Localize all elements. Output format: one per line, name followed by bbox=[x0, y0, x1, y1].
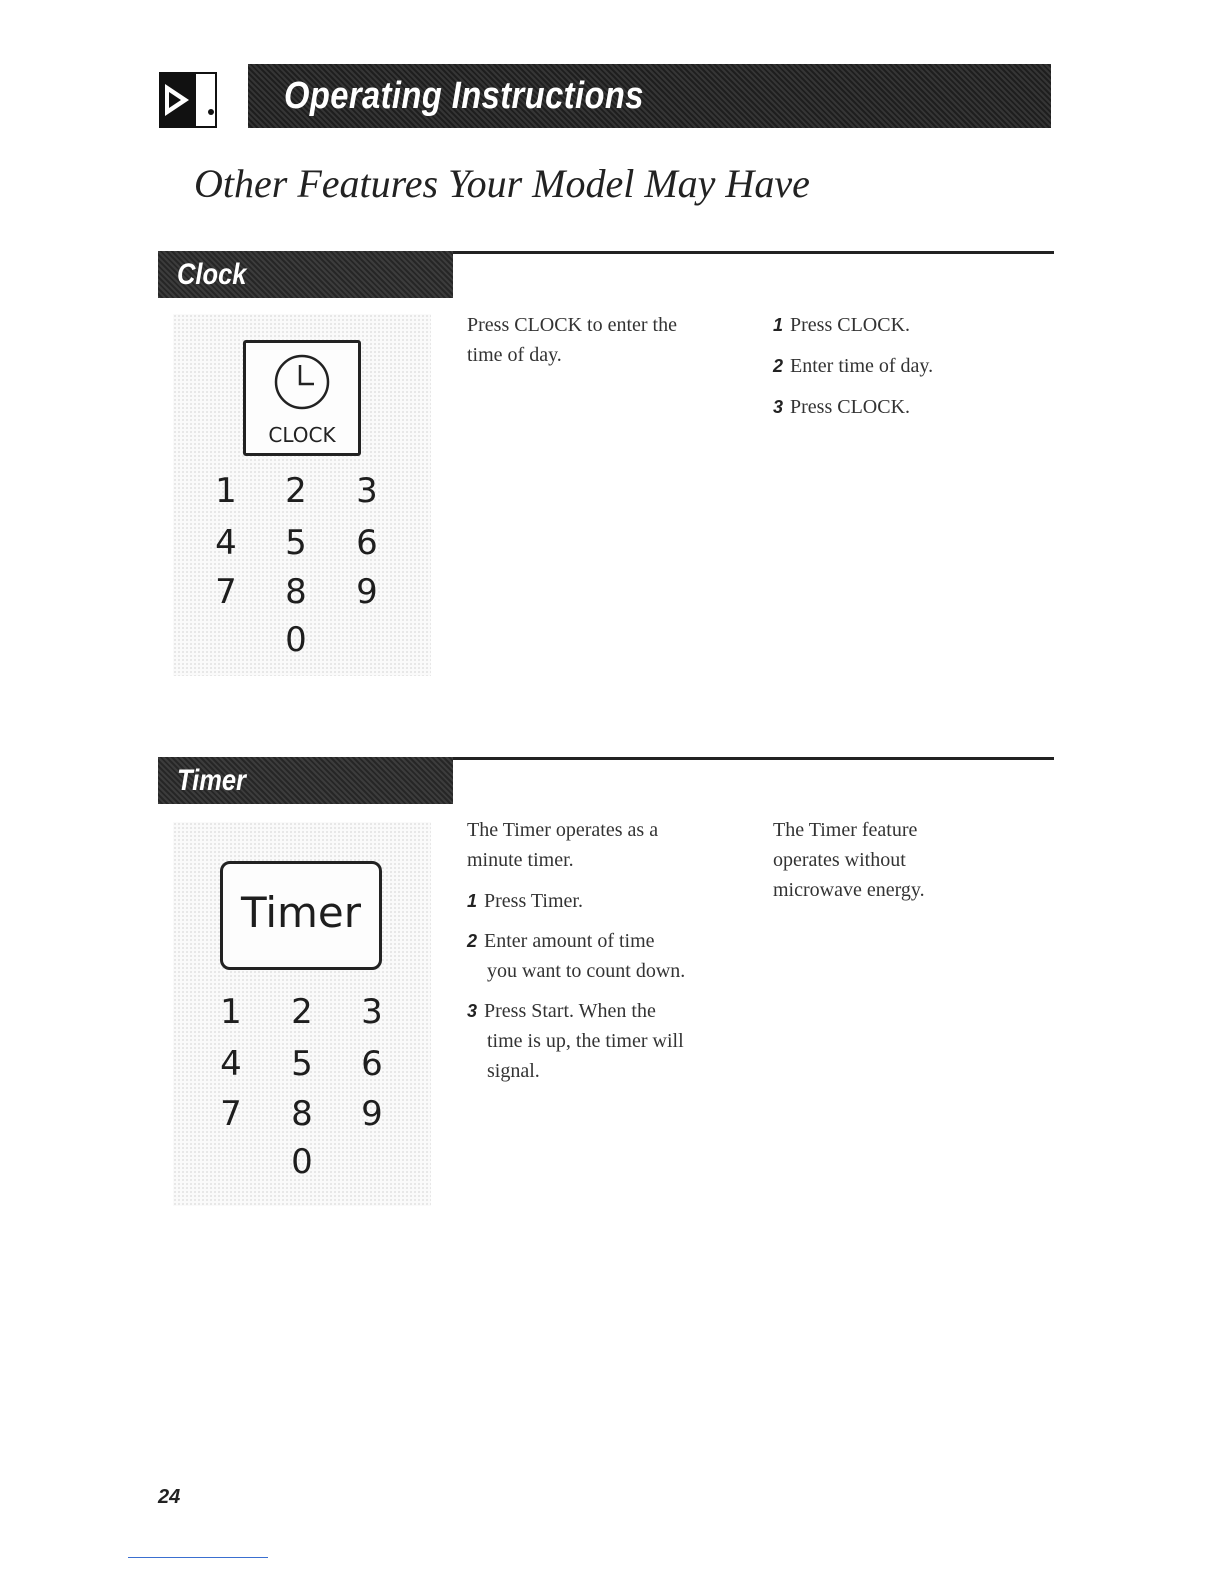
microwave-icon bbox=[159, 72, 221, 128]
timer-section-rule bbox=[453, 757, 1054, 760]
keypad-digit: 5 bbox=[285, 523, 307, 563]
step-number: 3 bbox=[773, 397, 784, 417]
keypad-digit: 2 bbox=[285, 471, 307, 511]
page-title: Operating Instructions bbox=[284, 75, 644, 117]
step-text: Press CLOCK. bbox=[790, 396, 911, 418]
clock-key bbox=[243, 340, 361, 456]
timer-key bbox=[220, 861, 382, 970]
page-number: 24 bbox=[158, 1486, 181, 1508]
clock-description-line: time of day. bbox=[467, 344, 562, 366]
timer-step bbox=[467, 886, 767, 916]
keypad-digit: 1 bbox=[215, 471, 237, 511]
step-text-continued: time is up, the timer will bbox=[487, 1030, 684, 1052]
clock-description bbox=[467, 310, 747, 370]
step-text: Enter time of day. bbox=[790, 355, 934, 377]
keypad-digit: 8 bbox=[285, 572, 307, 612]
step-number: 3 bbox=[467, 1001, 478, 1021]
timer-step bbox=[467, 996, 767, 1086]
clock-key-label: CLOCK bbox=[268, 423, 336, 447]
step-text-continued: signal. bbox=[487, 1060, 540, 1082]
keypad-digit: 7 bbox=[215, 572, 237, 612]
keypad-digit: 6 bbox=[356, 523, 378, 563]
step-text-continued: you want to count down. bbox=[487, 960, 686, 982]
keypad-digit: 7 bbox=[220, 1094, 242, 1134]
clock-keypad-illustration bbox=[173, 314, 431, 676]
keypad-digit: 0 bbox=[285, 620, 307, 660]
clock-description-line: Press CLOCK to enter the bbox=[467, 314, 677, 336]
step-number: 1 bbox=[773, 315, 784, 335]
keypad-digit: 3 bbox=[361, 992, 383, 1032]
timer-intro-line: The Timer operates as a bbox=[467, 819, 659, 841]
clock-step bbox=[773, 310, 910, 340]
step-text: Press CLOCK. bbox=[790, 314, 911, 336]
keypad-digit: 4 bbox=[220, 1044, 242, 1084]
keypad-digit: 0 bbox=[291, 1142, 313, 1182]
step-number: 2 bbox=[773, 356, 784, 376]
step-text: Press Start. When the bbox=[484, 1000, 656, 1022]
timer-note bbox=[773, 815, 1033, 905]
keypad-digit: 8 bbox=[291, 1094, 313, 1134]
timer-note-line: operates without bbox=[773, 849, 906, 871]
clock-section-title: Clock bbox=[177, 258, 247, 291]
page-subtitle: Other Features Your Model May Have bbox=[194, 161, 810, 206]
keypad-digit: 9 bbox=[356, 572, 378, 612]
timer-key-label: Timer bbox=[240, 888, 362, 937]
clock-step bbox=[773, 392, 910, 422]
timer-section-tab bbox=[158, 757, 453, 804]
keypad-digit: 3 bbox=[356, 471, 378, 511]
keypad-digit: 6 bbox=[361, 1044, 383, 1084]
timer-note-line: The Timer feature bbox=[773, 819, 918, 841]
timer-note-line: microwave energy. bbox=[773, 879, 925, 901]
step-number: 1 bbox=[467, 891, 478, 911]
keypad-digit: 9 bbox=[361, 1094, 383, 1134]
timer-keypad-illustration bbox=[173, 822, 431, 1206]
keypad-digit: 2 bbox=[291, 992, 313, 1032]
clock-section-tab bbox=[158, 251, 453, 298]
timer-intro bbox=[467, 815, 757, 875]
footer-rule bbox=[128, 1557, 268, 1558]
step-text: Press Timer. bbox=[484, 890, 583, 912]
keypad-digit: 5 bbox=[291, 1044, 313, 1084]
step-text: Enter amount of time bbox=[484, 930, 655, 952]
clock-step bbox=[773, 351, 933, 381]
clock-icon bbox=[272, 352, 332, 412]
timer-section-title: Timer bbox=[177, 764, 246, 797]
timer-step bbox=[467, 926, 767, 986]
clock-section-rule bbox=[453, 251, 1054, 254]
keypad-digit: 1 bbox=[220, 992, 242, 1032]
step-number: 2 bbox=[467, 931, 478, 951]
timer-intro-line: minute timer. bbox=[467, 849, 574, 871]
keypad-digit: 4 bbox=[215, 523, 237, 563]
